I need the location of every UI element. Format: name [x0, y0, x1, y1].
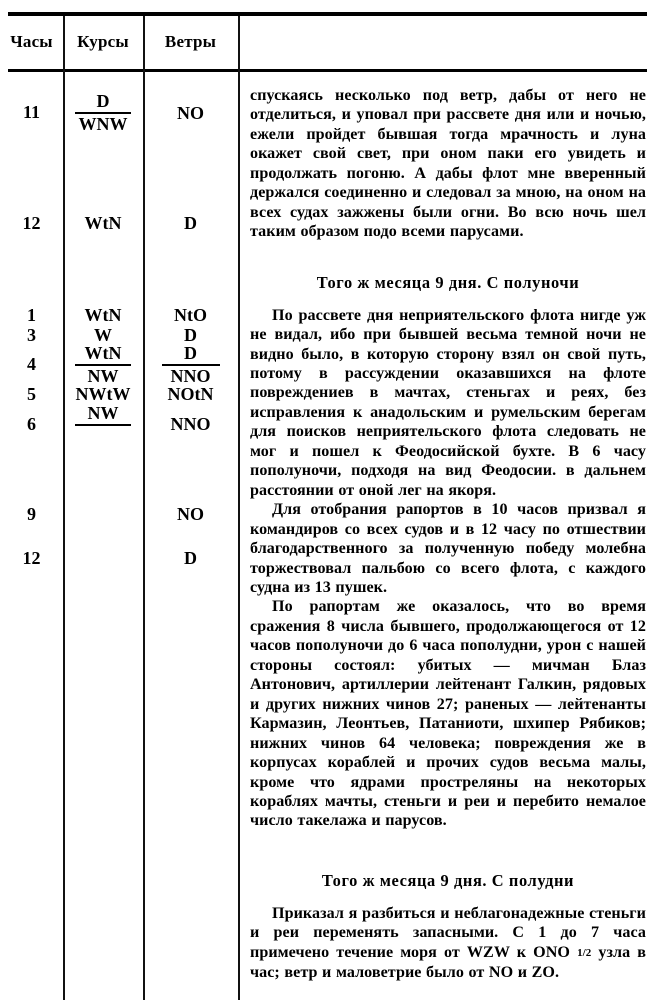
- paragraph-continuation: спускаясь несколько под ветр, дабы от него не отделиться, и уповал при рассвете дня или и ночью, ежели пройдет бывшая тогда мрачность и луна окажет свой свет, при оном паки его увидеть и продолжать погоню. А дабы флот мне вверенный держался соединенно и следовал за мною, на оном на всех судах зажжены были огни. Во всю ночь шел таким образом подо всеми парусами.: [250, 87, 646, 241]
- paragraph-reports-salute: Для отобрания рапортов в 10 часов призвал я командиров со всех судов и в 12 часу по отшествии благодарственного за полученную победу молебна торжествовал пальбою со всего флота, с каждого судна из 13 пушек.: [250, 501, 646, 596]
- cell-wind-denominator: NNO: [170, 365, 211, 386]
- cell-wind: [143, 344, 238, 386]
- cell-wind: D: [184, 548, 197, 568]
- cell-wind-numerator: D: [184, 343, 197, 363]
- cell-hour: 1: [27, 305, 36, 325]
- cell-course: NWtW: [75, 384, 131, 404]
- cell-hour: 12: [22, 548, 41, 568]
- cell-hour: 4: [27, 354, 36, 374]
- cell-course: [63, 404, 143, 427]
- cell-wind: NOtN: [167, 384, 214, 404]
- spacer: [250, 293, 646, 306]
- table-row: [0, 326, 63, 345]
- cell-course-numerator: D: [96, 91, 110, 111]
- section-heading-afternoon: Того ж месяца 9 дня. С полудни: [321, 870, 575, 890]
- paragraph-repairs-part2: узла в час; ветр и маловетрие было от NO и ZO.: [250, 943, 646, 982]
- column-header-winds: Ветры: [164, 32, 217, 51]
- cell-wind: NtO: [174, 305, 207, 325]
- section-heading-midnight: Того ж месяца 9 дня. С полуночи: [316, 272, 580, 292]
- table-row: [0, 415, 63, 434]
- cell-course: WtN: [84, 305, 122, 325]
- body-text-column: [250, 86, 646, 983]
- spacer: [250, 831, 646, 871]
- cell-course: W: [94, 325, 112, 345]
- cell-course-denominator: NW: [87, 365, 119, 386]
- cell-hour: 3: [27, 325, 36, 345]
- table-header-border: [8, 69, 647, 72]
- cell-hour: 5: [27, 384, 36, 404]
- table-row: [0, 355, 63, 374]
- table-row: [0, 549, 63, 568]
- table-row: [0, 214, 63, 233]
- spacer: [250, 891, 646, 904]
- cell-wind: D: [184, 325, 197, 345]
- cell-course: [63, 344, 143, 386]
- column-header-hours: Часы: [10, 32, 53, 51]
- table-row: [0, 505, 63, 524]
- cell-course: WtN: [84, 213, 122, 233]
- paragraph-casualties: По рапортам же оказалось, что во время сражения 8 числа бывшего, продолжающегося от 12 часов пополуночи до 6 часа пополудни, урон с нашей стороны состоял: убитых — мичман Блаз Антонович, артиллерии лейтенант Галкин, рядовых и других нижних чинов 27; раненых — лейтенанты Кармазин, Леонтьев, Патаниоти, шхипер Рябиков; нижних чинов 64 человека; повреждения же в корпусах кораблей и прочих судов весьма малы, кроме что ядрами простреляны на некоторых кораблях мачты, стеньги и реи и перебито немалое число такелажа и парусов.: [250, 598, 646, 830]
- spacer: [250, 242, 646, 273]
- cell-course-numerator: WtN: [84, 343, 122, 363]
- table-row: [0, 385, 63, 404]
- cell-hour: 11: [22, 102, 40, 122]
- fraction-half: 1/2: [577, 946, 592, 959]
- paragraph-repairs-part1: Приказал я разбиться и неблагонадежные стеньги и реи переменять запасными. С 1 до 7 часа примечено течение моря от WZW к ONO: [250, 904, 646, 961]
- cell-hour: 9: [27, 504, 36, 524]
- cell-wind: NNO: [170, 414, 211, 434]
- paragraph-repairs-current: [250, 904, 646, 983]
- table-top-border: [8, 12, 647, 16]
- table-row: [0, 306, 63, 325]
- cell-wind: NO: [177, 103, 204, 123]
- column-divider-winds: [238, 16, 240, 1000]
- column-header-courses: Курсы: [77, 32, 129, 51]
- paragraph-dawn-report: По рассвете дня неприятельского флота нигде уж не видал, ибо при бывшей весьма темной ночи не видно было, в которую сторону взял он свой путь, потому в рассуждении оказавшихся на флоте повреждениев в мачтах, стеньгах и реях, без исправления к анадольским и румельским берегам для поисков неприятельского флота следовать не мог и пошел к Феодосийской бухте. В 6 часу пополуночи, подходя на вид Феодосии. в дальнем расстоянии от оной лег на якоря.: [250, 306, 646, 499]
- cell-course: [63, 92, 143, 134]
- column-divider-hours: [63, 16, 65, 1000]
- cell-hour: 12: [22, 213, 41, 233]
- cell-course-value: NW: [87, 403, 119, 423]
- cell-hour: 6: [27, 414, 36, 434]
- table-row: [0, 103, 63, 122]
- cell-wind: NO: [177, 504, 204, 524]
- cell-course-denominator: WNW: [78, 113, 128, 134]
- cell-wind: D: [184, 213, 197, 233]
- course-closing-rule: [75, 424, 131, 426]
